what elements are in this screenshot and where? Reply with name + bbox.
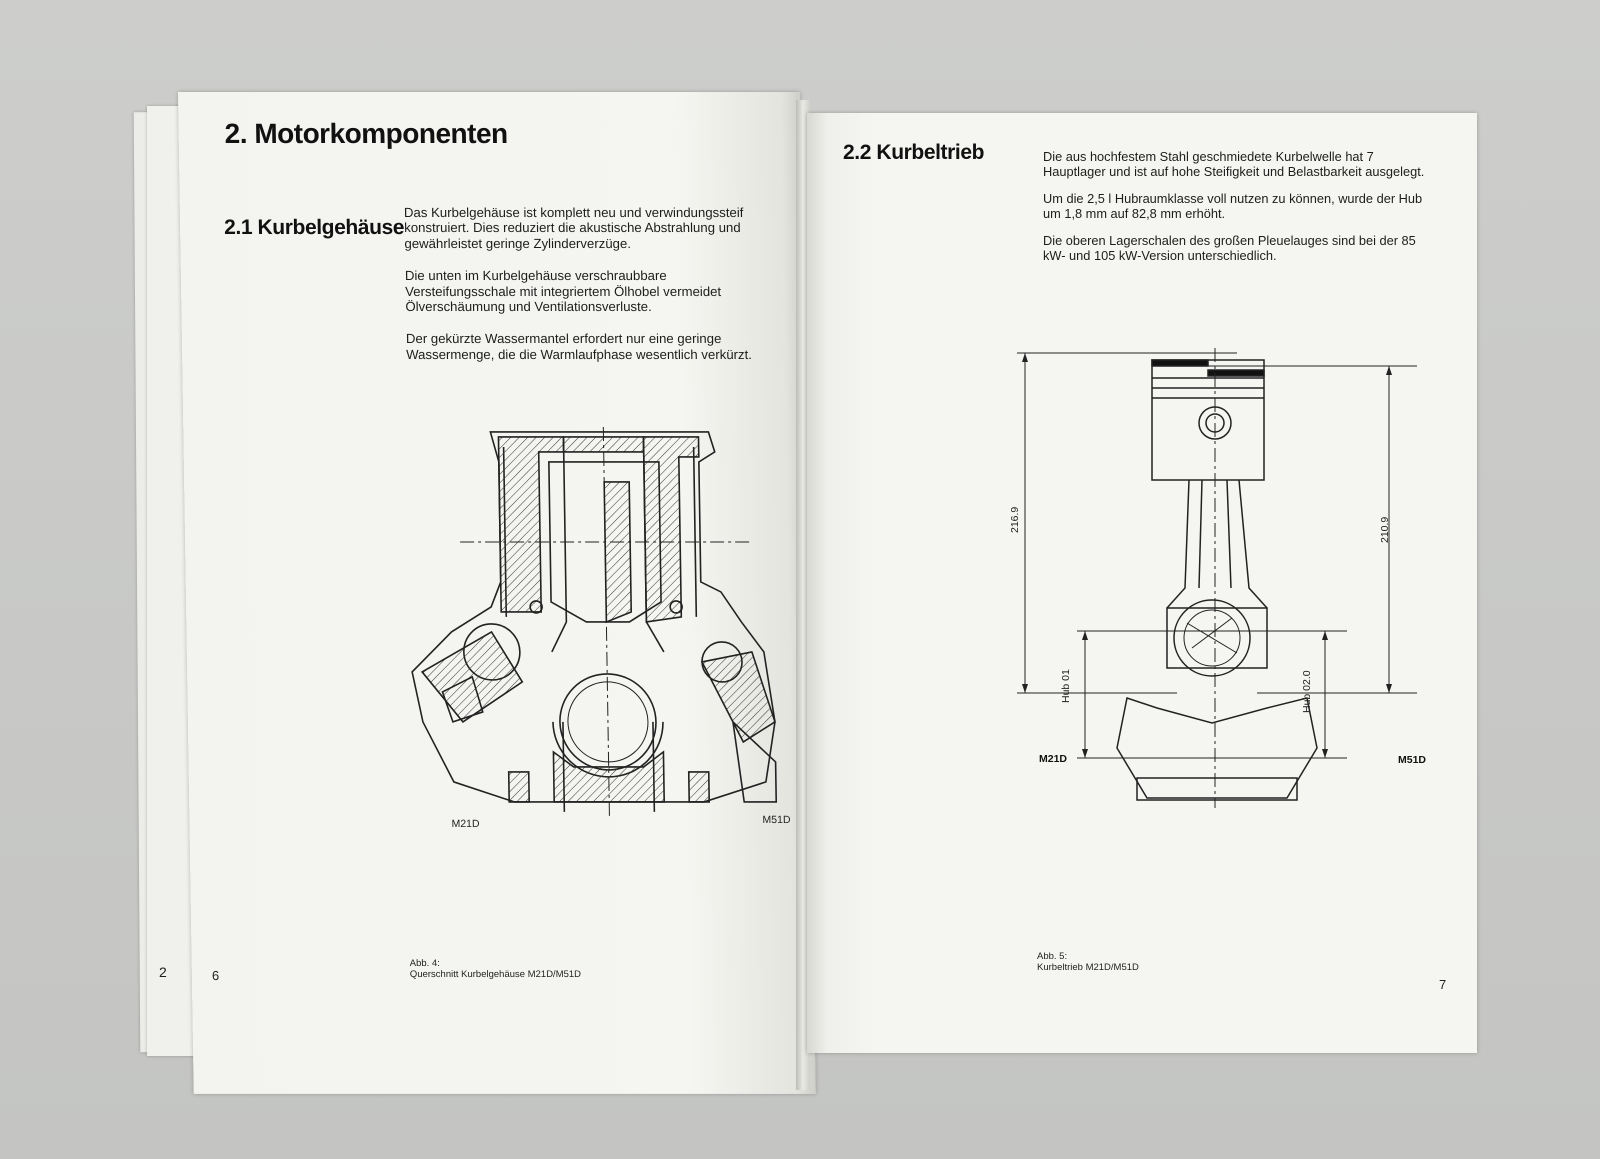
figure5-caption-title: Kurbeltrieb M21D/M51D bbox=[1037, 962, 1139, 973]
dimension-210-9: 210.9 bbox=[1379, 516, 1391, 543]
right-paragraph-3: Die oberen Lagerschalen des großen Pleuelauges sind bei der 85 kW- und 105 kW-Version unterschiedlich. bbox=[1043, 233, 1416, 263]
figure5-caption bbox=[1037, 951, 1139, 973]
left-paragraph-1: Das Kurbelgehäuse ist komplett neu und verwindungssteif konstruiert. Dies reduziert die akustische Abstrahlung und gewährleistet geringe Zylinderverzüge. bbox=[403, 204, 744, 251]
underlying-page-number: 2 bbox=[159, 964, 167, 980]
section-title-kurbeltrieb: 2.2 Kurbeltrieb bbox=[843, 141, 985, 164]
left-page-number: 6 bbox=[211, 967, 220, 983]
left-paragraph-2: Die unten im Kurbelgehäuse verschraubbare Versteifungsschale mit integriertem Ölhobel vermeidet Ölverschäumung und Ventilationsverluste. bbox=[404, 268, 722, 315]
figure4-caption-title: Querschnitt Kurbelgehäuse M21D/M51D bbox=[409, 968, 582, 980]
right-paragraph-1: Die aus hochfestem Stahl geschmiedete Kurbelwelle hat 7 Hauptlager und ist auf hohe Steifigkeit und Belastbarkeit ausgelegt. bbox=[1043, 149, 1425, 179]
figure4-caption-number: Abb. 4: bbox=[409, 957, 440, 969]
right-body-text bbox=[1043, 150, 1429, 277]
figure5-label-m21d: M21D bbox=[1039, 753, 1068, 765]
stroke-label-hub-02: Hub 02.0 bbox=[1301, 670, 1313, 713]
section-title-kurbelgehaeuse: 2.1 Kurbelgehäuse bbox=[223, 215, 405, 239]
figure5-caption-number: Abb. 5: bbox=[1037, 951, 1068, 962]
figure4-label-m51d: M51D bbox=[762, 813, 791, 826]
right-paragraph-2: Um die 2,5 l Hubraumklasse voll nutzen zu können, wurde der Hub um 1,8 mm auf 82,8 mm erhöht. bbox=[1043, 191, 1423, 221]
right-page bbox=[807, 113, 1477, 1053]
left-body-text bbox=[404, 205, 769, 379]
figure4-label-m21d: M21D bbox=[451, 817, 480, 830]
stroke-label-hub-01: Hub 01 bbox=[1060, 669, 1072, 703]
chapter-title: 2. Motorkomponenten bbox=[224, 117, 508, 149]
crankcase-cross-section-drawing bbox=[398, 422, 804, 822]
crank-drive-drawing bbox=[1017, 348, 1437, 808]
dimension-216-9: 216.9 bbox=[1009, 506, 1021, 533]
left-paragraph-3: Der gekürzte Wassermantel erfordert nur eine geringe Wassermenge, die die Warmlaufphase wesentlich verkürzt. bbox=[405, 331, 753, 362]
right-page-number: 7 bbox=[1439, 977, 1447, 992]
figure5-label-m51d: M51D bbox=[1398, 754, 1427, 766]
left-page bbox=[178, 92, 816, 1094]
figure4-caption bbox=[410, 958, 581, 980]
